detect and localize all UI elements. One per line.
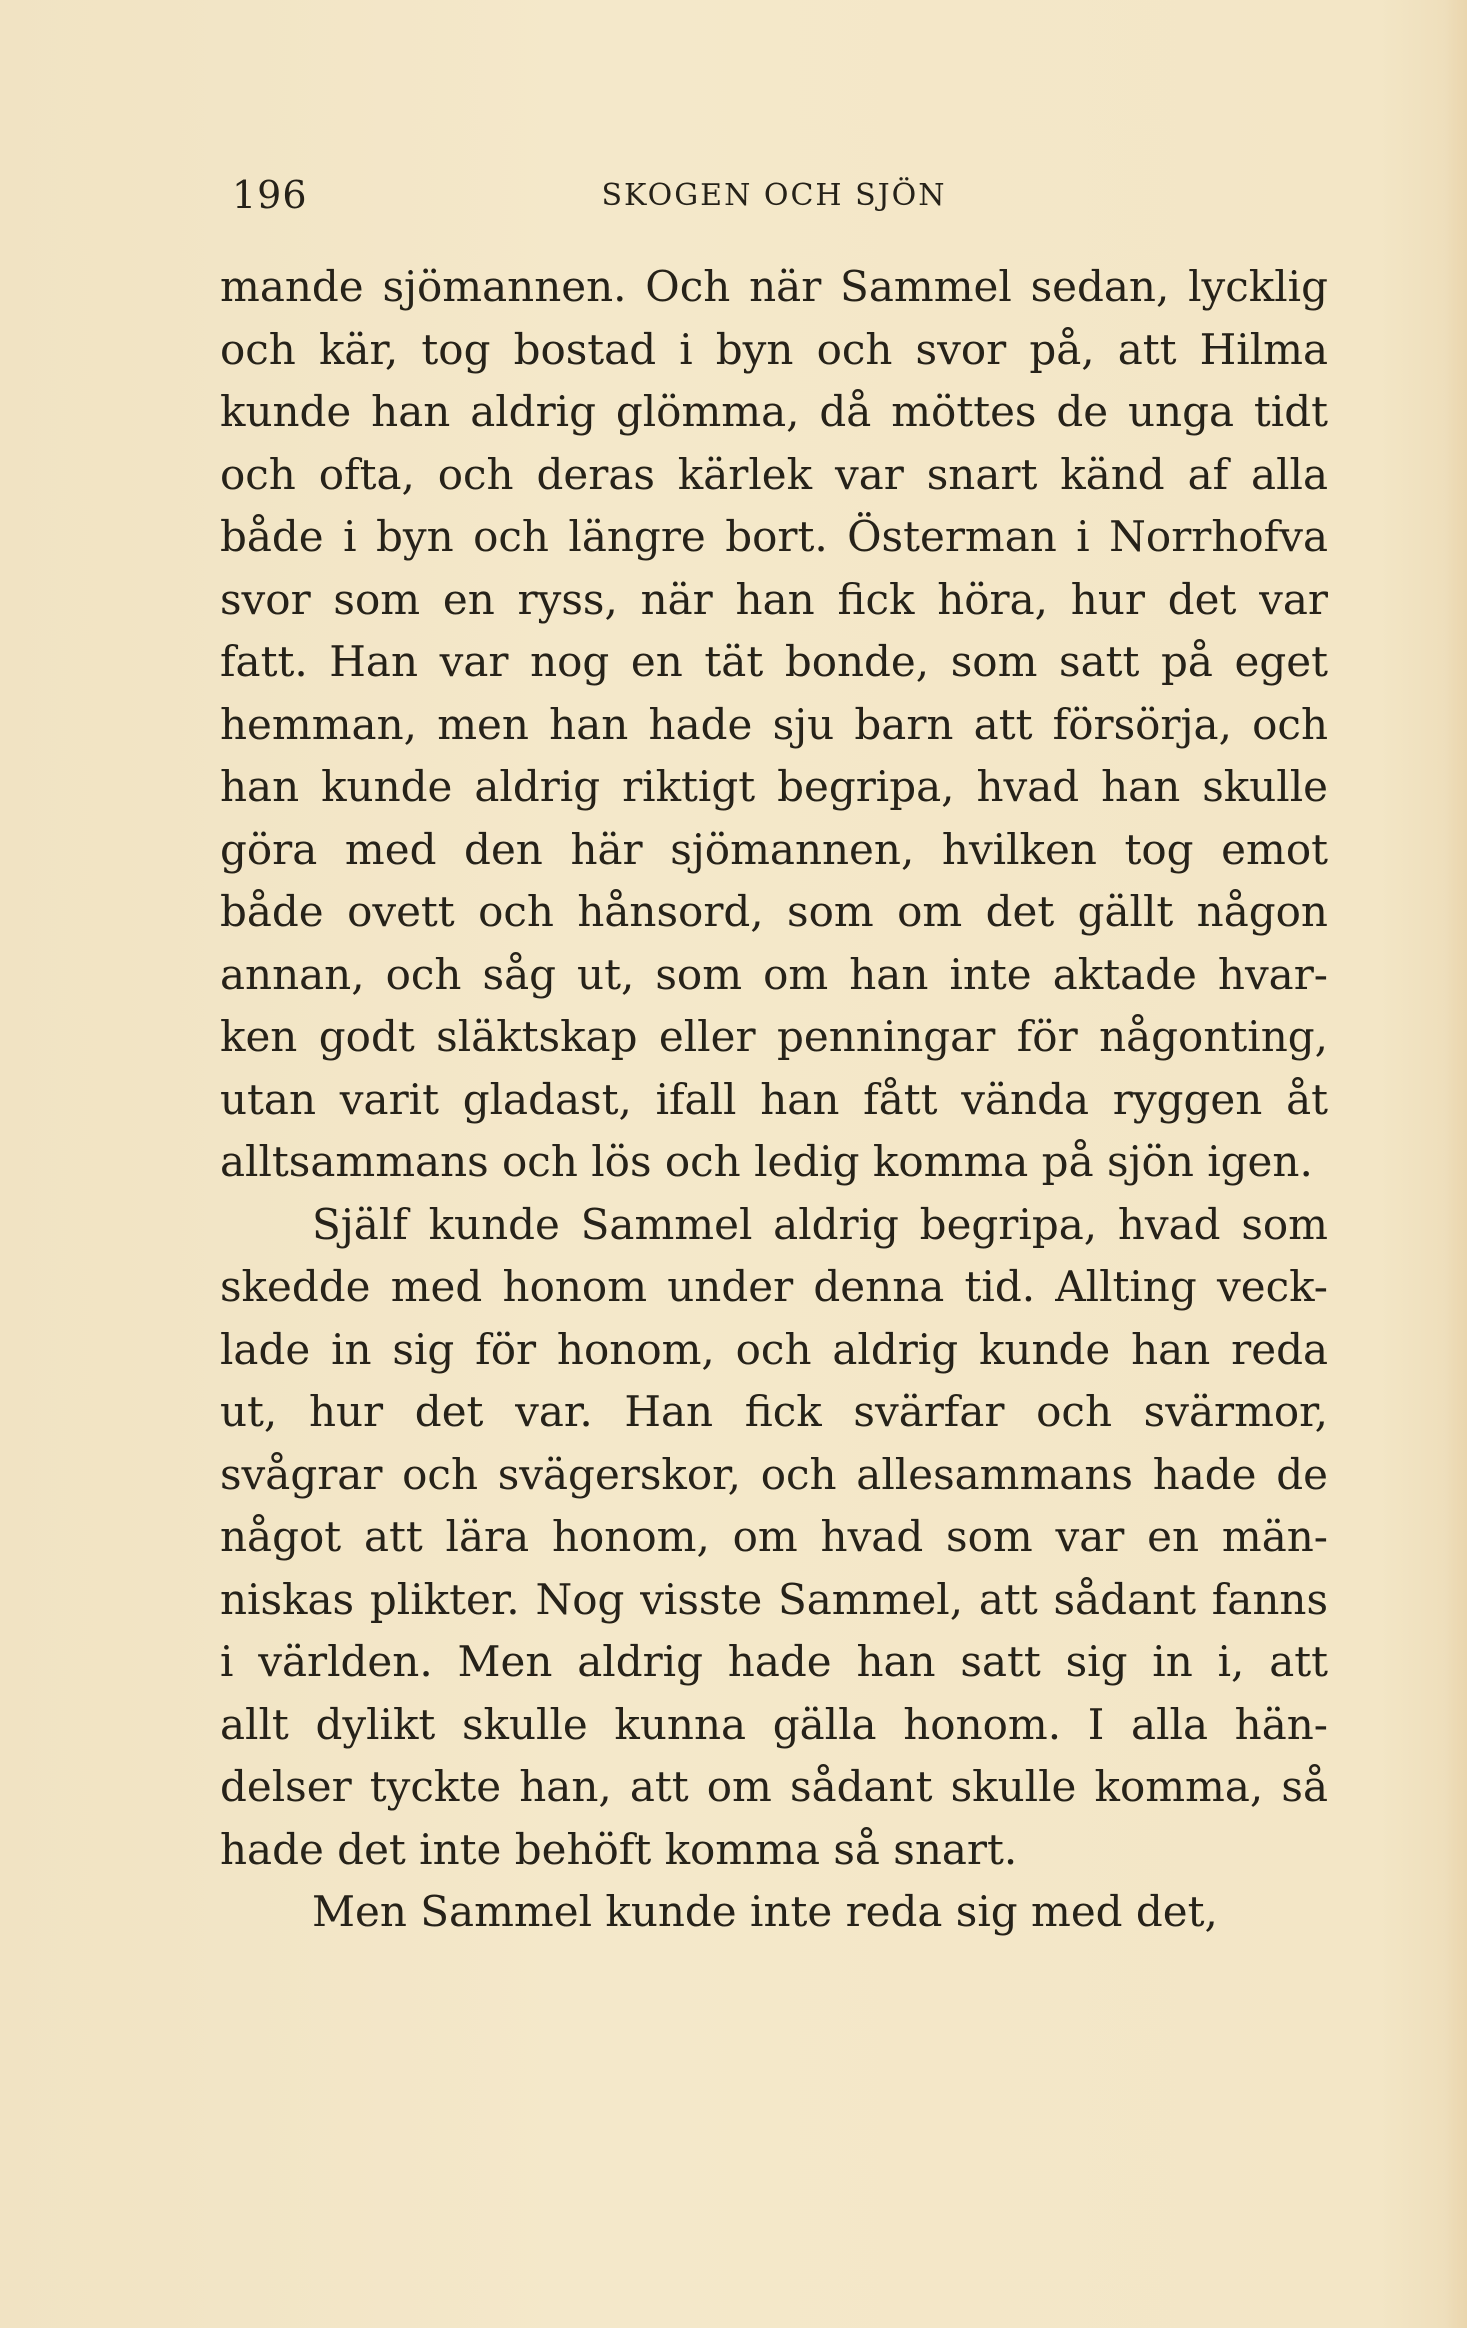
- text-line: mande sjömannen. Och när Sammel sedan, lycklig: [220, 262, 1328, 311]
- text-line: något att lära honom, om hvad som var en män-: [220, 1512, 1328, 1561]
- text-line: niskas plikter. Nog visste Sammel, att sådant fanns: [220, 1574, 1328, 1624]
- text-line: skedde med honom under denna tid. Allting veck-: [220, 1262, 1328, 1311]
- paragraph-start-line: Själf kunde Sammel aldrig begripa, hvad som: [312, 1199, 1328, 1249]
- text-line: kunde han aldrig glömma, då möttes de unga tidt: [220, 387, 1328, 436]
- text-line: allt dylikt skulle kunna gälla honom. I alla hän-: [220, 1699, 1328, 1749]
- text-line: han kunde aldrig riktigt begripa, hvad han skulle: [220, 762, 1328, 811]
- text-line: i världen. Men aldrig hade han satt sig in i, att: [220, 1637, 1328, 1686]
- text-line: delser tyckte han, att om sådant skulle komma, så: [220, 1762, 1328, 1811]
- text-line: och ofta, och deras kärlek var snart känd af alla: [220, 449, 1328, 499]
- text-line: hemman, men han hade sju barn att försörja, och: [220, 699, 1328, 749]
- text-line: ut, hur det var. Han fick svärfar och svärmor,: [220, 1387, 1328, 1436]
- text-line: lade in sig för honom, och aldrig kunde han reda: [220, 1324, 1328, 1374]
- text-line: utan varit gladast, ifall han fått vända ryggen åt: [220, 1074, 1328, 1124]
- text-line: både i byn och längre bort. Österman i Norrhofva: [220, 512, 1328, 561]
- page-edge-shadow: [1445, 0, 1467, 2328]
- paragraph-end-line: alltsammans och lös och ledig komma på sjön igen.: [220, 1137, 1313, 1186]
- body-text: [220, 256, 1328, 1944]
- paragraph-start-line: Men Sammel kunde inte reda sig med det,: [312, 1887, 1218, 1936]
- text-line: svor som en ryss, när han fick höra, hur det var: [220, 574, 1328, 624]
- text-line: fatt. Han var nog en tät bonde, som satt på eget: [220, 637, 1328, 686]
- text-line: göra med den här sjömannen, hvilken tog emot: [220, 824, 1328, 874]
- text-line: och kär, tog bostad i byn och svor på, att Hilma: [220, 324, 1328, 374]
- text-line: annan, och såg ut, som om han inte aktade hvar-: [220, 949, 1328, 999]
- text-line: svågrar och svägerskor, och allesammans hade de: [220, 1449, 1328, 1499]
- paragraph-end-line: hade det inte behöft komma så snart.: [220, 1824, 1018, 1874]
- page-header: [220, 170, 1328, 220]
- running-title: SKOGEN OCH SJÖN: [601, 178, 947, 213]
- text-line: både ovett och hånsord, som om det gällt någon: [220, 887, 1328, 936]
- text-line: ken godt släktskap eller penningar för någonting,: [220, 1012, 1328, 1061]
- page-number: 196: [232, 173, 308, 217]
